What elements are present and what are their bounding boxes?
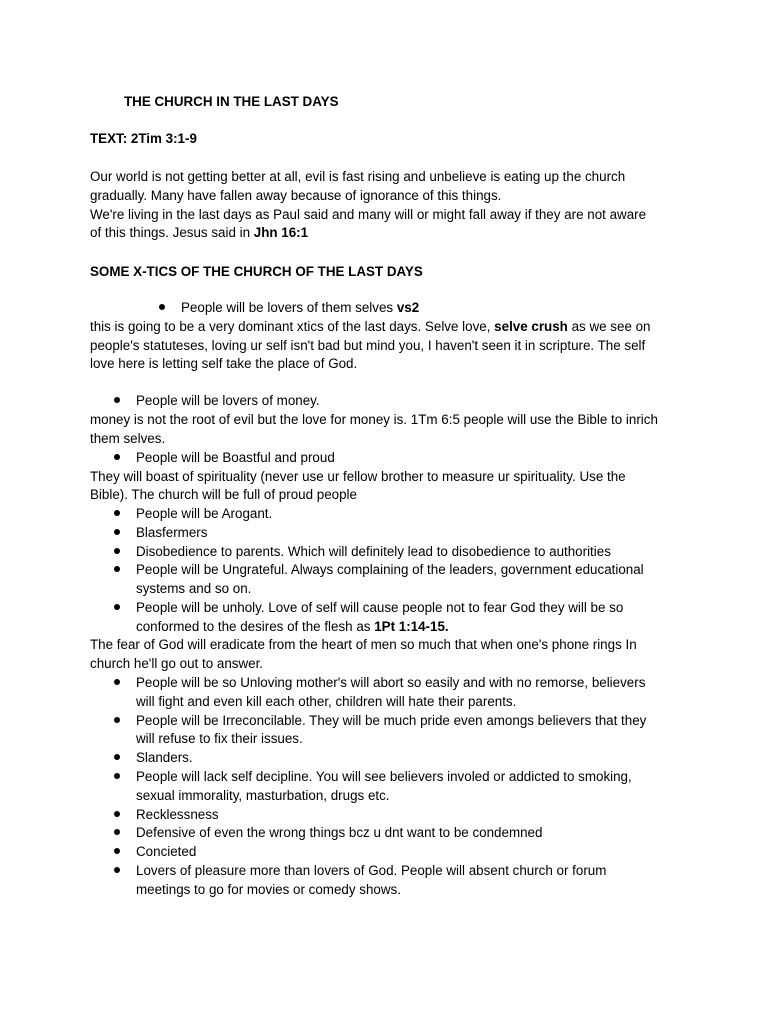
paragraph-line: them selves.: [90, 431, 166, 446]
list-item-text: People will be Irreconcilable. They will be much pride even amongs believers that they: [136, 712, 647, 728]
list-item-text: Disobedience to parents. Which will definitely lead to disobedience to authorities: [136, 543, 611, 559]
point-text: People will be lovers of them selves: [181, 300, 397, 315]
list-item-text: People will be Arogant.: [136, 506, 273, 521]
bullet-icon: [114, 454, 120, 460]
bullet-icon: [114, 773, 120, 779]
list-item-line: [136, 748, 193, 767]
intro-line: We're living in the last days as Paul said and many will or might fall away if they are not aware: [90, 207, 647, 222]
paragraph-line: people's statuteses, loving ur self isn't bad but mind you, I haven't seen it in scripture. The self: [90, 338, 646, 353]
list-item-text: People will be so Unloving mother's will abort so easily and with no remorse, believers: [136, 675, 646, 690]
list-item-text: Blasfermers: [136, 524, 208, 540]
intro-line: gradually. Many have fallen away because of ignorance of this things.: [90, 188, 502, 203]
list-item-line: [136, 805, 219, 824]
bullet-icon: [114, 867, 120, 873]
list-item-text: Defensive of even the wrong things bcz u dnt want to be condemned: [136, 825, 543, 841]
paragraph-text: this is going to be a very dominant xtics of the last days. Selve love,: [90, 319, 495, 334]
intro-line-text: of this things. Jesus said in: [90, 225, 254, 240]
bullet-icon: [114, 829, 120, 835]
paragraph-line: They will boast of spirituality (never use ur fellow brother to measure ur spirituality. Use the: [90, 469, 626, 484]
list-item-line: [136, 673, 645, 692]
point-self-love: [181, 298, 419, 317]
point-verse-ref: vs2: [396, 300, 420, 315]
intro-scripture-ref: Jhn 16:1: [253, 225, 309, 240]
list-item-text: sexual immorality, masturbation, drugs etc.: [136, 787, 390, 803]
list-item-text: Slanders.: [136, 750, 193, 766]
list-item-line: [136, 842, 196, 861]
paragraph-line: love here is letting self take the place of God.: [90, 356, 358, 371]
paragraph-line: money is not the root of evil but the love for money is. 1Tm 6:5 people will use the Bible to inrich: [90, 412, 658, 427]
list-item-text: Lovers of pleasure more than lovers of God. People will absent church or forum: [136, 863, 607, 878]
list-item-line: [136, 692, 516, 711]
emphasis-text: selve crush: [494, 319, 568, 334]
paragraph-line: church he'll go out to answer.: [90, 656, 264, 671]
text-reference: TEXT: 2Tim 3:1-9: [90, 131, 197, 146]
bullet-icon: [114, 529, 120, 535]
list-item-line: [136, 579, 251, 598]
paragraph-line: Bible). The church will be full of proud people: [90, 487, 357, 502]
point-boastful: People will be Boastful and proud: [136, 450, 335, 465]
list-item-line: [136, 823, 542, 842]
list-item-line: [136, 504, 272, 523]
list-item-text: Concieted: [136, 844, 197, 860]
bullet-icon: [114, 717, 120, 723]
list-item-text: People will be Ungrateful. Always complaining of the leaders, government educational: [136, 562, 644, 578]
bullet-icon: [114, 604, 120, 610]
list-item-line: [136, 560, 644, 579]
list-item-line: [136, 542, 611, 561]
list-item-line: [136, 523, 207, 542]
list-item-text: People will lack self decipline. You will see believers involed or addicted to smoking,: [136, 769, 632, 784]
paragraph-text: as we see on: [567, 319, 651, 334]
list-item-text: systems and so on.: [136, 581, 252, 597]
scripture-ref: 1Pt 1:14-15.: [374, 618, 449, 634]
intro-line: Our world is not getting better at all, evil is fast rising and unbelieve is eating up the church: [90, 169, 626, 184]
list-item-line: [136, 880, 401, 899]
list-item-line: [136, 711, 646, 730]
list-item-line: [136, 617, 449, 636]
list-item-text: will fight and even kill each other, children will hate their parents.: [136, 693, 517, 709]
paragraph-line: The fear of God will eradicate from the heart of men so much that when one's phone rings In: [90, 637, 637, 652]
point-money: People will be lovers of money.: [136, 393, 320, 408]
list-item-line: [136, 786, 390, 805]
bullet-icon: [114, 754, 120, 760]
list-item-line: [136, 598, 623, 617]
bullet-icon: [159, 304, 165, 310]
intro-line: [90, 223, 308, 242]
section-heading: SOME X-TICS OF THE CHURCH OF THE LAST DAYS: [90, 264, 423, 279]
list-item-text: People will be unholy. Love of self will cause people not to fear God they will be so: [136, 600, 624, 615]
bullet-icon: [114, 510, 120, 516]
bullet-icon: [114, 548, 120, 554]
list-item-text: conformed to the desires of the flesh as: [136, 618, 375, 634]
bullet-icon: [114, 566, 120, 572]
document-title: THE CHURCH IN THE LAST DAYS: [124, 94, 339, 109]
bullet-icon: [114, 848, 120, 854]
paragraph-line: [90, 317, 651, 336]
list-item-text: will refuse to fix their issues.: [136, 731, 303, 747]
bullet-icon: [114, 679, 120, 685]
list-item-line: [136, 767, 632, 786]
list-item-text: meetings to go for movies or comedy shows.: [136, 881, 401, 897]
bullet-icon: [114, 811, 120, 817]
list-item-line: [136, 861, 606, 880]
list-item-text: Recklessness: [136, 806, 219, 822]
list-item-line: [136, 729, 303, 748]
bullet-icon: [114, 397, 120, 403]
